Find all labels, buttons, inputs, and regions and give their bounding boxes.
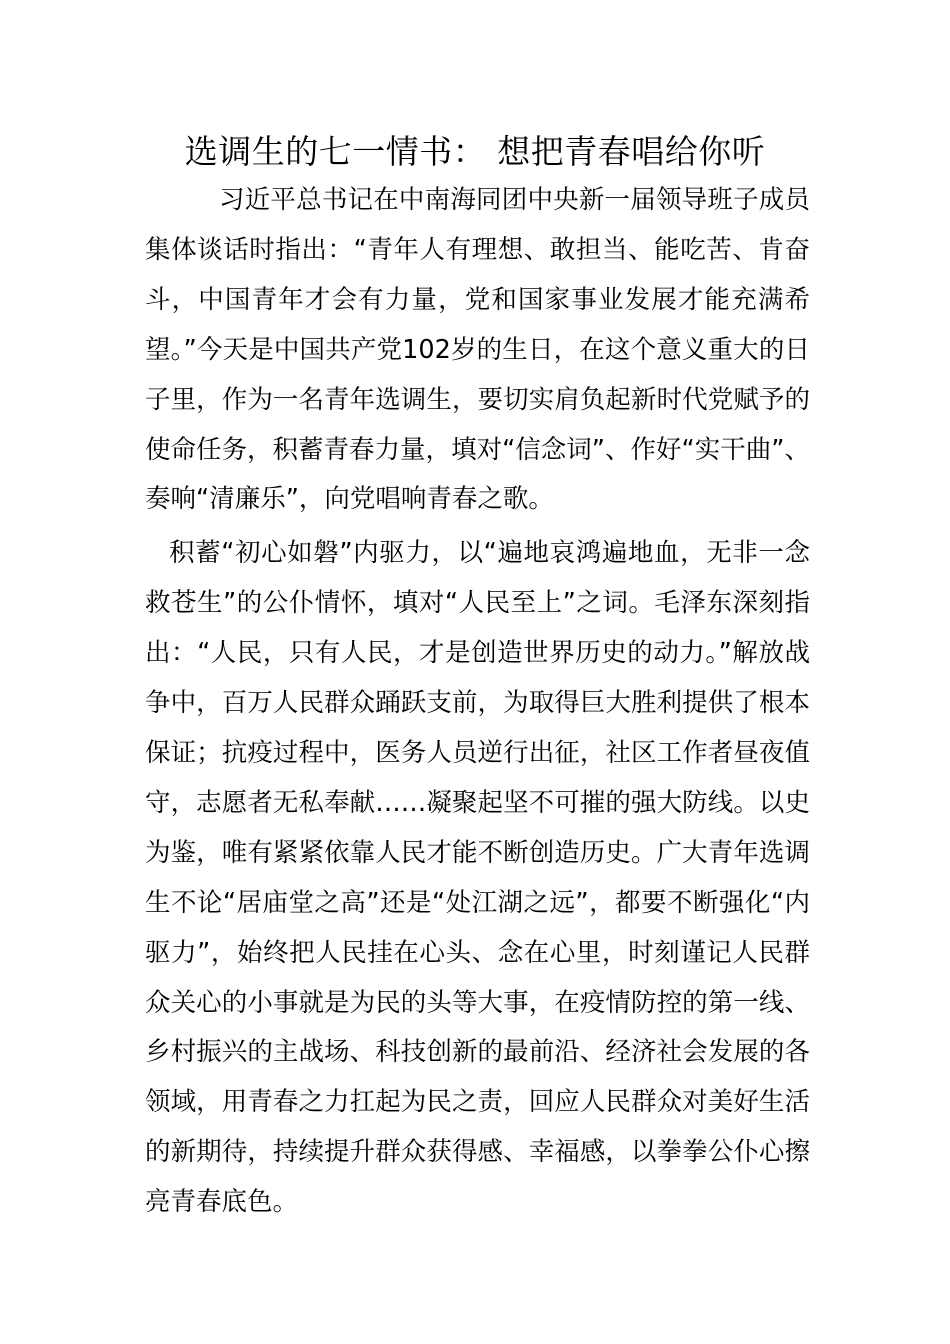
document-title: 选调生的七一情书： 想把青春唱给你听	[184, 132, 766, 171]
paragraph-2: 积蓄“初心如磐”内驱力，以“遍地哀鸿遍地血，无非一念救苍生”的公仆情怀，填对“人民至上”之词。毛泽东深刻指出：“人民，只有人民，才是创造世界历史的动力。”解放战争中，百万人民群众踊跃支前，为取得巨大胜利提供了根本保证；抗疫过程中，医务人员逆行出征，社区工作者昼夜值守，志愿者无私奉献……凝聚起坚不可摧的强大防线。以史为鉴，唯有紧紧依靠人民才能不断创造历史。广大青年选调生不论“居庙堂之高”还是“处江湖之远”，都要不断强化“内驱力”，始终把人民挂在心头、念在心里，时刻谨记人民群众关心的小事就是为民的头等大事，在疫情防控的第一线、乡村振兴的主战场、科技创新的最前沿、经济社会发展的各领域，用青春之力扛起为民之责，回应人民群众对美好生活的新期待，持续提升群众获得感、幸福感，以拳拳公仆心擦亮青春底色。	[145, 538, 810, 1218]
paragraph-1: 习近平总书记在中南海同团中央新一届领导班子成员集体谈话时指出：“青年人有理想、敢担当、能吃苦、肯奋斗，中国青年才会有力量，党和国家事业发展才能充满希望。”今天是中国共产党102岁的生日，在这个意义重大的日子里，作为一名青年选调生，要切实肩负起新时代党赋予的使命任务，积蓄青春力量，填对“信念词”、作好“实干曲”、奏响“清廉乐”，向党唱响青春之歌。	[145, 185, 810, 515]
document-body	[145, 176, 810, 1228]
